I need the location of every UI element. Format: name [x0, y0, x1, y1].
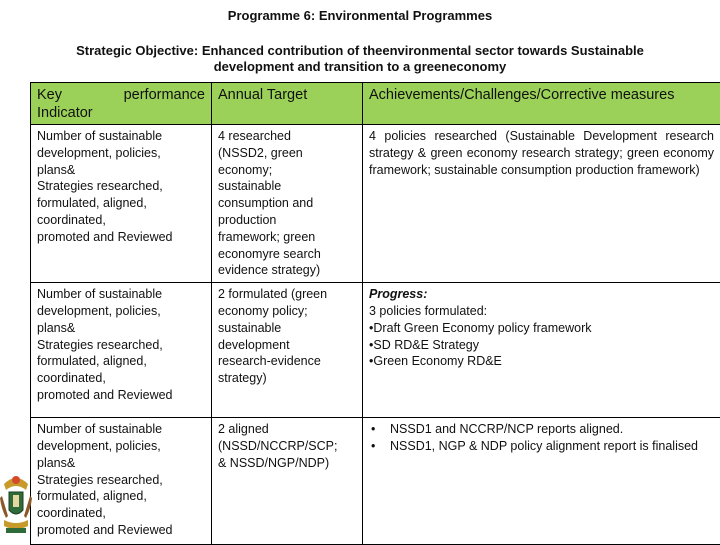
achievement-bullet: • NSSD1, NGP & NDP policy alignment report is finalised — [369, 438, 714, 455]
target-line: strategy) — [218, 370, 356, 387]
achievement-line: 3 policies formulated: — [369, 303, 714, 320]
indicator-line: Number of sustainable — [37, 421, 205, 438]
achievement-line: •SD RD&E Strategy — [369, 337, 714, 354]
indicator-line: development, policies, — [37, 145, 205, 162]
achievement-cell — [363, 283, 720, 418]
target-line: 4 researched — [218, 128, 356, 145]
table-row — [31, 418, 720, 545]
indicator-line: formulated, aligned, — [37, 488, 205, 505]
achievement-line: •Green Economy RD&E — [369, 353, 714, 370]
achievement-cell — [363, 125, 720, 283]
achievement-bullet: • NSSD1 and NCCRP/NCP reports aligned. — [369, 421, 714, 438]
indicator-line: coordinated, — [37, 370, 205, 387]
performance-table — [30, 82, 720, 545]
header-achievements: Achievements/Challenges/Corrective measures — [363, 83, 720, 125]
indicator-cell — [31, 283, 212, 418]
target-line: production — [218, 212, 356, 229]
table-row — [31, 125, 720, 283]
target-line: sustainable — [218, 320, 356, 337]
achievement-text: 4 policies researched (Sustainable Development research strategy & green economy research strategy; green economy framework; sustainable consumption production framework) — [369, 128, 714, 178]
target-line: framework; green — [218, 229, 356, 246]
indicator-line: development, policies, — [37, 438, 205, 455]
target-line: sustainable — [218, 178, 356, 195]
indicator-line: promoted and Reviewed — [37, 387, 205, 404]
target-line: development — [218, 337, 356, 354]
indicator-line: Strategies researched, — [37, 178, 205, 195]
target-cell — [212, 283, 363, 418]
indicator-line: coordinated, — [37, 505, 205, 522]
target-cell — [212, 125, 363, 283]
achievement-cell — [363, 418, 720, 545]
target-line: research-evidence — [218, 353, 356, 370]
target-line: 2 formulated (green — [218, 286, 356, 303]
indicator-line: Number of sustainable — [37, 128, 205, 145]
indicator-line: formulated, aligned, — [37, 353, 205, 370]
indicator-cell — [31, 418, 212, 545]
header-kpi-word-3: Indicator — [37, 104, 205, 122]
header-kpi-word-2: performance — [124, 86, 205, 104]
target-line: consumption and — [218, 195, 356, 212]
indicator-line: Strategies researched, — [37, 472, 205, 489]
indicator-cell — [31, 125, 212, 283]
indicator-line: plans& — [37, 162, 205, 179]
indicator-line: formulated, aligned, — [37, 195, 205, 212]
header-kpi-word-1: Key — [37, 86, 62, 104]
target-line: economy; — [218, 162, 356, 179]
coat-of-arms-graphic — [0, 470, 32, 536]
coat-of-arms-icon — [0, 470, 32, 536]
table-header-row — [31, 83, 720, 125]
target-line: (NSSD/NCCRP/SCP; — [218, 438, 356, 455]
indicator-line: Strategies researched, — [37, 337, 205, 354]
indicator-line: promoted and Reviewed — [37, 522, 205, 539]
header-kpi — [31, 83, 212, 125]
objective-line-1: Strategic Objective: Enhanced contribution of theenvironmental sector towards Sustainable — [40, 43, 680, 59]
target-line: (NSSD2, green — [218, 145, 356, 162]
progress-label: Progress: — [369, 286, 714, 303]
indicator-line: development, policies, — [37, 303, 205, 320]
indicator-line: plans& — [37, 320, 205, 337]
indicator-line: promoted and Reviewed — [37, 229, 205, 246]
achievement-line: •Draft Green Economy policy framework — [369, 320, 714, 337]
programme-title: Programme 6: Environmental Programmes — [0, 8, 720, 23]
indicator-line: plans& — [37, 455, 205, 472]
achievement-bullet-list — [369, 421, 714, 455]
target-line: economyre search — [218, 246, 356, 263]
target-cell — [212, 418, 363, 545]
indicator-line: coordinated, — [37, 212, 205, 229]
target-line: 2 aligned — [218, 421, 356, 438]
strategic-objective — [40, 43, 680, 75]
indicator-line: Number of sustainable — [37, 286, 205, 303]
objective-line-2: development and transition to a greeneconomy — [40, 59, 680, 75]
target-line: & NSSD/NGP/NDP) — [218, 455, 356, 472]
header-annual-target: Annual Target — [212, 83, 363, 125]
table-row — [31, 283, 720, 418]
target-line: economy policy; — [218, 303, 356, 320]
target-line: evidence strategy) — [218, 262, 356, 279]
